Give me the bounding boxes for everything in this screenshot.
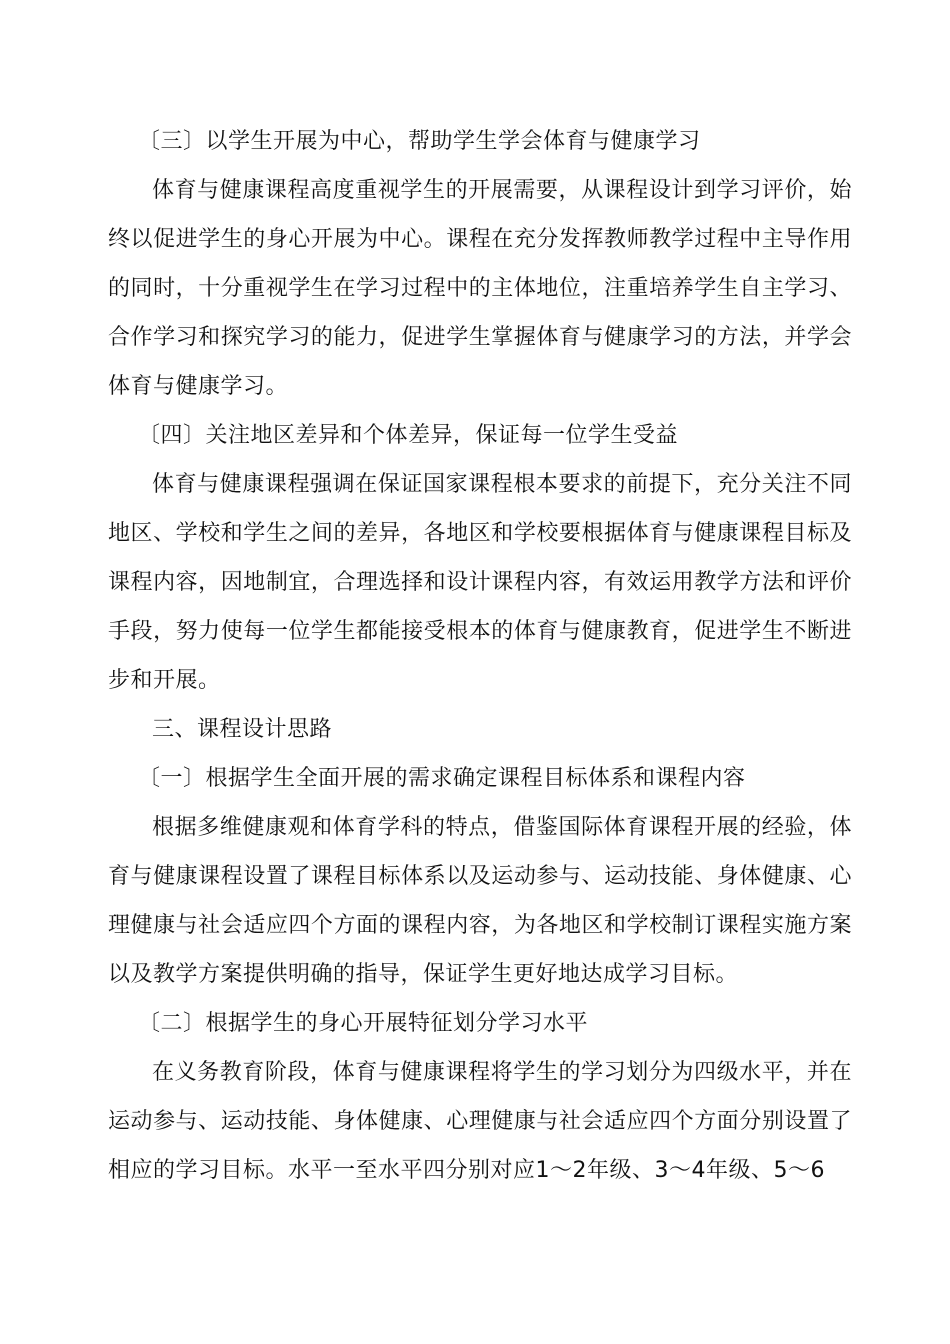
paragraph-1: 体育与健康课程高度重视学生的开展需要，从课程设计到学习评价，始终以促进学生的身心开展为中心。课程在充分发挥教师教学过程中主导作用的同时，十分重视学生在学习过程中的主体地位，注重培养学生自主学习、合作学习和探究学习的能力，促进学生掌握体育与健康学习的方法，并学会体育与健康学习。	[108, 178, 852, 399]
section-heading-3: 三、课程设计思路	[152, 717, 333, 742]
paragraph-2: 体育与健康课程强调在保证国家课程根本要求的前提下，充分关注不同地区、学校和学生之间的差异，各地区和学校要根据体育与健康课程目标及课程内容，因地制宜，合理选择和设计课程内容，有效运用教学方法和评价手段，努力使每一位学生都能接受根本的体育与健康教育，促进学生不断进步和开展。	[108, 472, 852, 693]
paragraph-3: 根据多维健康观和体育学科的特点，借鉴国际体育课程开展的经验，体育与健康课程设置了课程目标体系以及运动参与、运动技能、身体健康、心理健康与社会适应四个方面的课程内容，为各地区和学校制订课程实施方案以及教学方案提供明确的指导，保证学生更好地达成学习目标。	[108, 815, 852, 987]
subheading-2: 〔二〕根据学生的身心开展特征划分学习水平	[138, 1011, 589, 1036]
document-body	[108, 117, 852, 1195]
paragraph-4: 在义务教育阶段，体育与健康课程将学生的学习划分为四级水平，并在运动参与、运动技能、身体健康、心理健康与社会适应四个方面分别设置了相应的学习目标。水平一至水平四分别对应1～2年级、3～4年级、5～6	[108, 1060, 852, 1183]
subheading-4: 〔四〕关注地区差异和个体差异，保证每一位学生受益	[138, 423, 679, 448]
subheading-3: 〔三〕以学生开展为中心，帮助学生学会体育与健康学习	[138, 129, 701, 154]
subheading-1: 〔一〕根据学生全面开展的需求确定课程目标体系和课程内容	[138, 766, 746, 791]
